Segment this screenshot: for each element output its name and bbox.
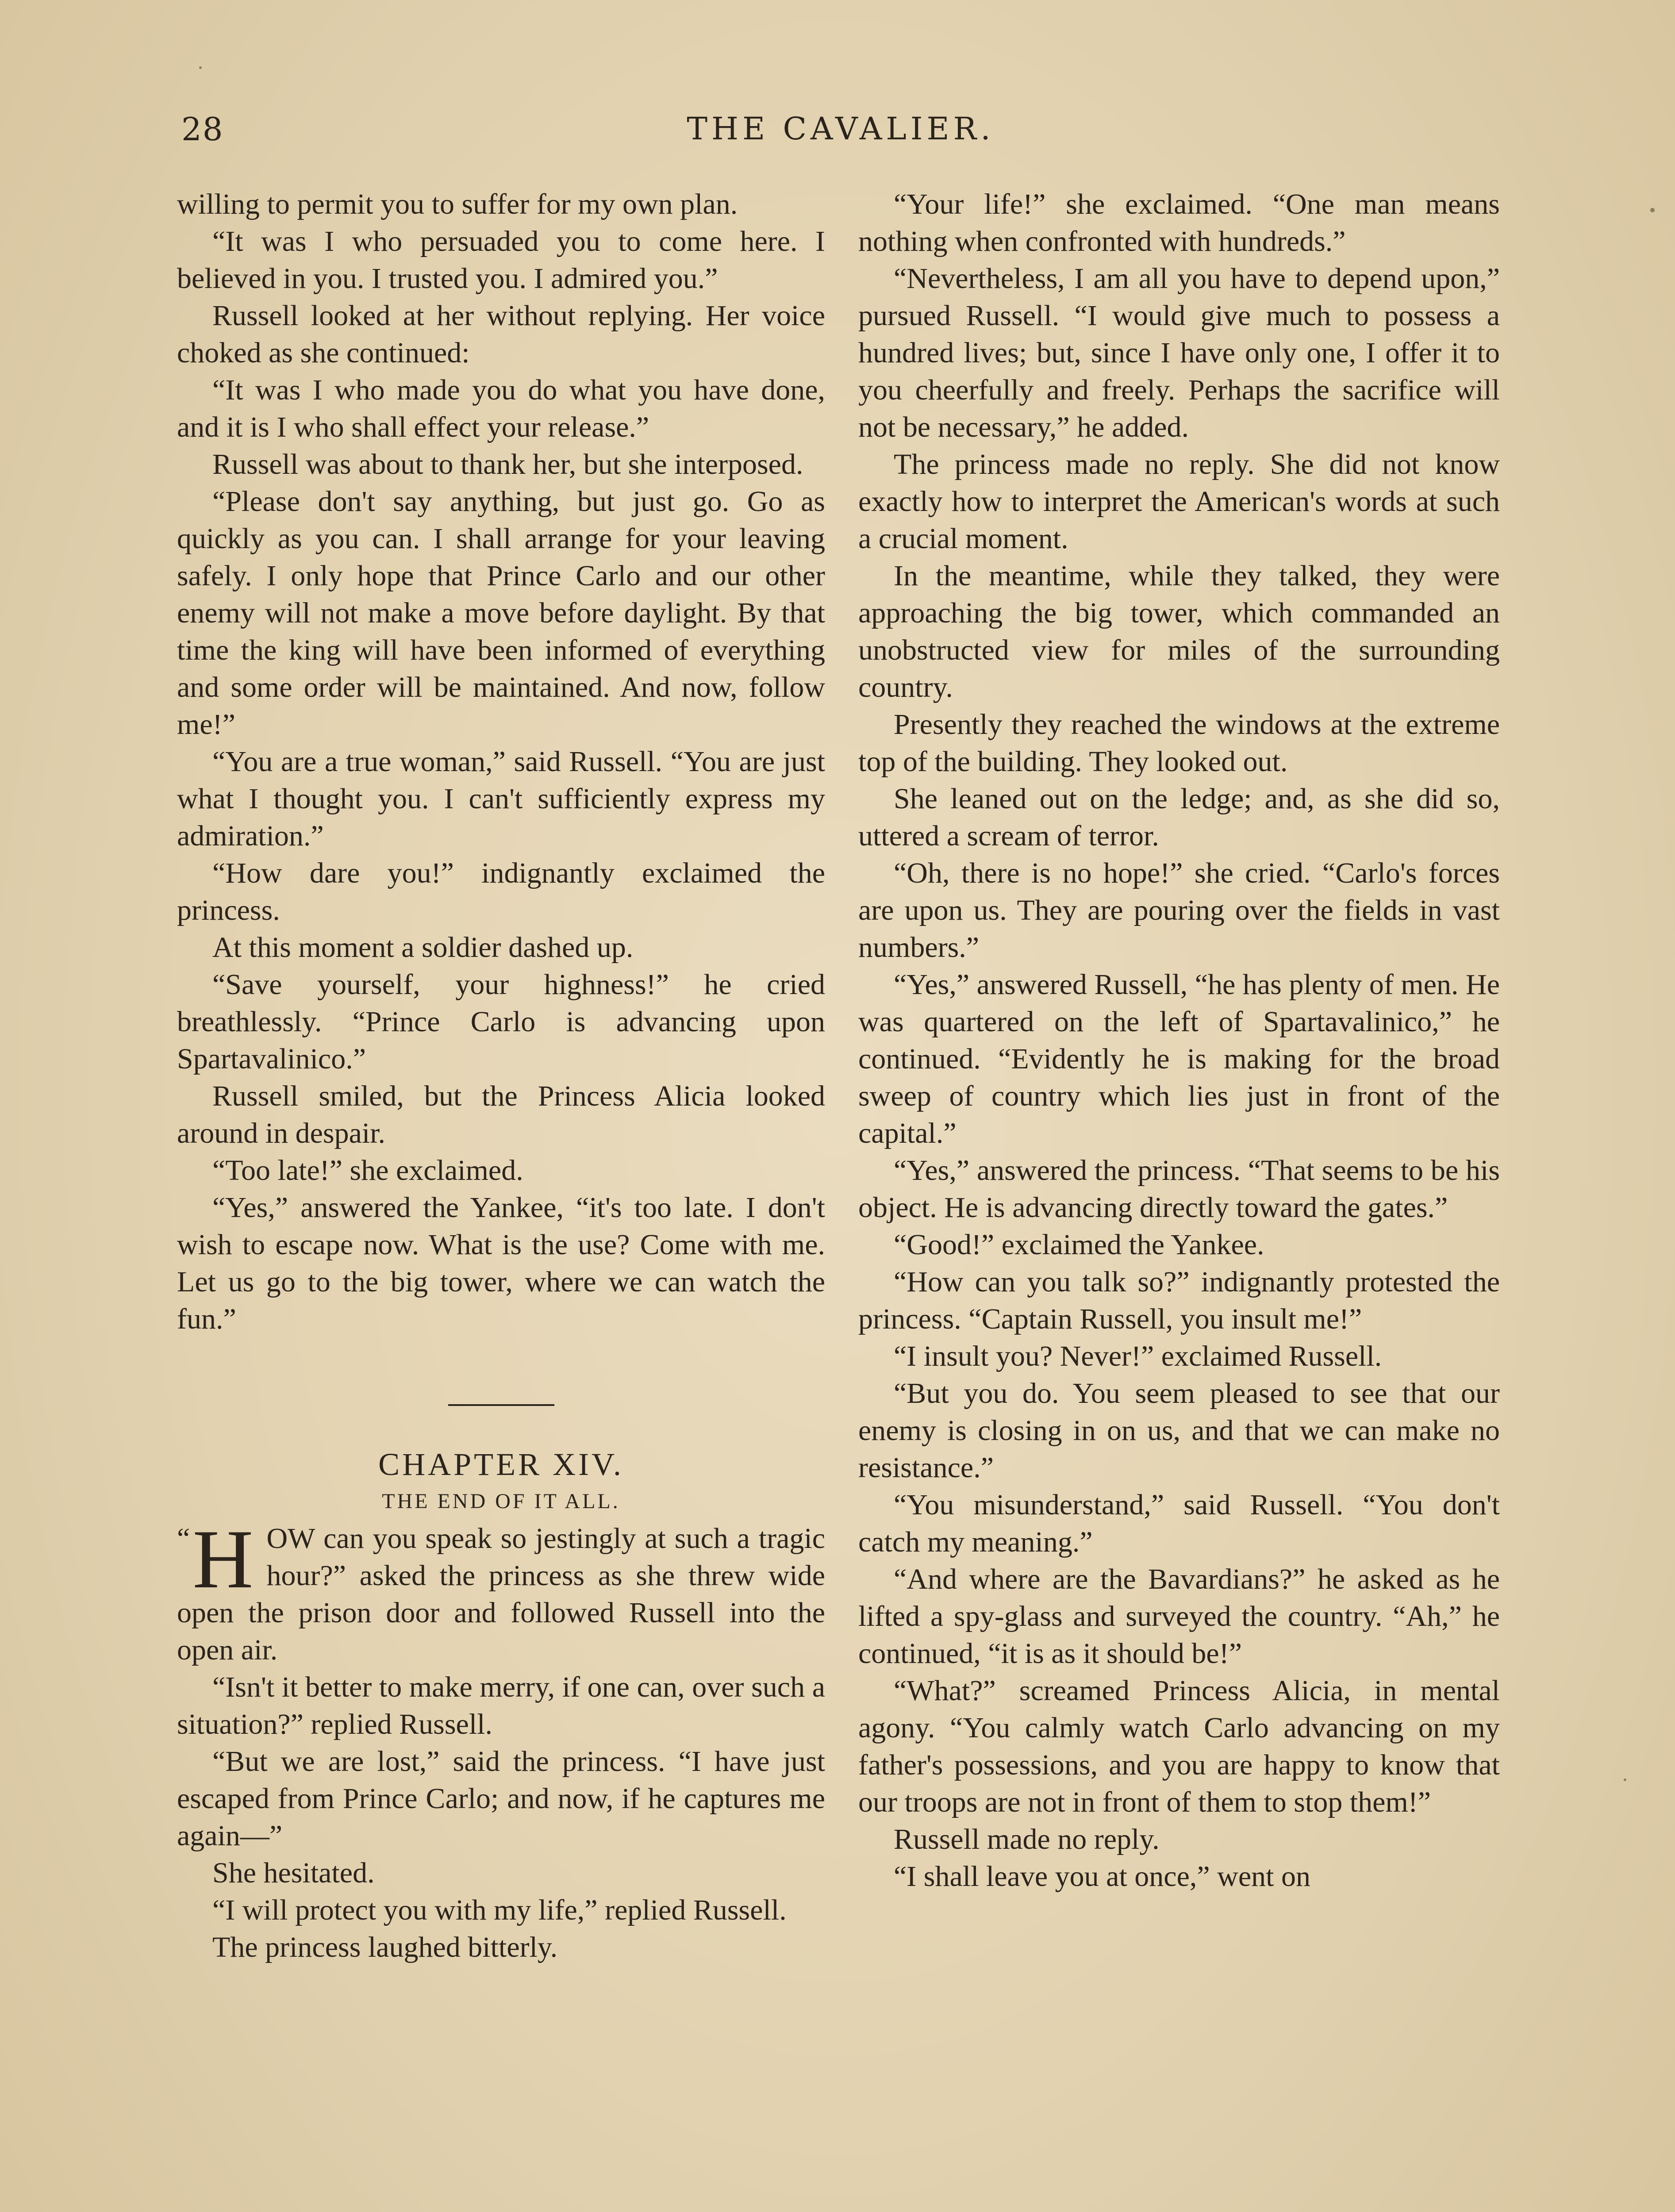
page-header — [177, 111, 1504, 159]
left-text-column — [177, 186, 825, 1966]
paragraph: “Nevertheless, I am all you have to depend upon,” pursued Russell. “I would give much to possess a hundred lives; but, since I have only one, I offer it to you cheerfully and freely. Perhaps the sacrifice will not be necessary,” he added. — [858, 262, 1500, 443]
paragraph: “Isn't it better to make merry, if one can, over such a situation?” replied Russell. — [177, 1671, 825, 1740]
running-title: THE CAVALIER. — [687, 111, 995, 147]
paragraph: “How dare you!” indignantly exclaimed the princess. — [177, 857, 825, 926]
paragraph: She leaned out on the ledge; and, as she did so, uttered a scream of terror. — [858, 783, 1500, 852]
paragraph: “I will protect you with my life,” replied Russell. — [212, 1894, 787, 1926]
paragraph: “Good!” exclaimed the Yankee. — [894, 1229, 1264, 1261]
opening-paragraph — [177, 1513, 825, 1669]
opening-paragraph-text: OW can you speak so jestingly at such a tragic hour?” asked the princess as she threw wide open the prison door and followed Russell into the open air. — [177, 1522, 825, 1666]
paragraph: Russell was about to thank her, but she interposed. — [212, 448, 803, 480]
paragraph: “I insult you? Never!” exclaimed Russell. — [894, 1340, 1382, 1372]
right-text-column — [858, 186, 1500, 1895]
paragraph: The princess laughed bitterly. — [212, 1931, 558, 1963]
section-divider — [448, 1404, 554, 1406]
dropcap-open-quote: “ — [177, 1522, 190, 1555]
paragraph: In the meantime, while they talked, they were approaching the big tower, which commanded an unobstructed view for miles of the surrounding country. — [858, 560, 1500, 703]
paragraph: “You are a true woman,” said Russell. “You are just what I thought you. I can't sufficiently express my admiration.” — [177, 745, 825, 852]
paragraph: “But we are lost,” said the princess. “I have just escaped from Prince Carlo; and now, if he captures me again—” — [177, 1745, 825, 1852]
paragraph: “Too late!” she exclaimed. — [212, 1154, 523, 1187]
paper-speck — [1624, 1778, 1626, 1781]
paragraph: “You misunderstand,” said Russell. “You don't catch my meaning.” — [858, 1489, 1500, 1558]
page-number: 28 — [181, 111, 224, 148]
paragraph: Russell made no reply. — [894, 1823, 1160, 1855]
paragraph: “And where are the Bavardians?” he asked as he lifted a spy-glass and surveyed the country. “Ah,” he continued, “it is as it should be!” — [858, 1563, 1500, 1670]
paragraph: She hesitated. — [212, 1857, 375, 1889]
paragraph: “Yes,” answered the princess. “That seems to be his object. He is advancing directly toward the gates.” — [858, 1154, 1500, 1224]
paragraph: “Yes,” answered the Yankee, “it's too late. I don't wish to escape now. What is the use? Come with me. Let us go to the big tower, where we can watch the fun.” — [177, 1191, 825, 1335]
paragraph: Russell smiled, but the Princess Alicia looked around in despair. — [177, 1080, 825, 1149]
paragraph: “Your life!” she exclaimed. “One man means nothing when confronted with hundreds.” — [858, 188, 1500, 257]
chapter-subtitle: THE END OF IT ALL. — [382, 1490, 620, 1513]
paragraph: willing to permit you to suffer for my own plan. — [177, 188, 738, 220]
paragraph: At this moment a soldier dashed up. — [212, 931, 634, 964]
paragraph: “It was I who persuaded you to come here. I believed in you. I trusted you. I admired you.” — [177, 225, 825, 295]
paper-speck — [199, 66, 202, 69]
paragraph: Russell looked at her without replying. Her voice choked as she continued: — [177, 300, 825, 369]
paragraph: “It was I who made you do what you have done, and it is I who shall effect your release.” — [177, 374, 825, 443]
paragraph: Presently they reached the windows at the extreme top of the building. They looked out. — [858, 708, 1500, 778]
paragraph: “What?” screamed Princess Alicia, in mental agony. “You calmly watch Carlo advancing on my father's possessions, and you are happy to know that our troops are not in front of them to stop them!” — [858, 1674, 1500, 1818]
chapter-title: CHAPTER XIV. — [378, 1447, 624, 1482]
paragraph: The princess made no reply. She did not know exactly how to interpret the American's words at such a crucial moment. — [858, 448, 1500, 555]
paragraph: “I shall leave you at once,” went on — [894, 1860, 1310, 1893]
paragraph: “How can you talk so?” indignantly protested the princess. “Captain Russell, you insult me!” — [858, 1266, 1500, 1335]
paper-speck — [1650, 208, 1655, 212]
paragraph: “Save yourself, your highness!” he cried breathlessly. “Prince Carlo is advancing upon Spartavalinico.” — [177, 968, 825, 1075]
paragraph: “Oh, there is no hope!” she cried. “Carlo's forces are upon us. They are pouring over the fields in vast numbers.” — [858, 857, 1500, 964]
paragraph: “Yes,” answered Russell, “he has plenty of men. He was quartered on the left of Spartavalinico,” he continued. “Evidently he is making for the broad sweep of country which lies just in front of the capital.” — [858, 968, 1500, 1149]
paragraph: “Please don't say anything, but just go. Go as quickly as you can. I shall arrange for your leaving safely. I only hope that Prince Carlo and our other enemy will not make a move before daylight. By that time the king will have been informed of everything and some order will be maintained. And now, follow me!” — [177, 485, 825, 741]
paragraph: “But you do. You seem pleased to see that our enemy is closing in on us, and that we can make no resistance.” — [858, 1377, 1500, 1484]
drop-cap-letter: H — [192, 1513, 254, 1606]
